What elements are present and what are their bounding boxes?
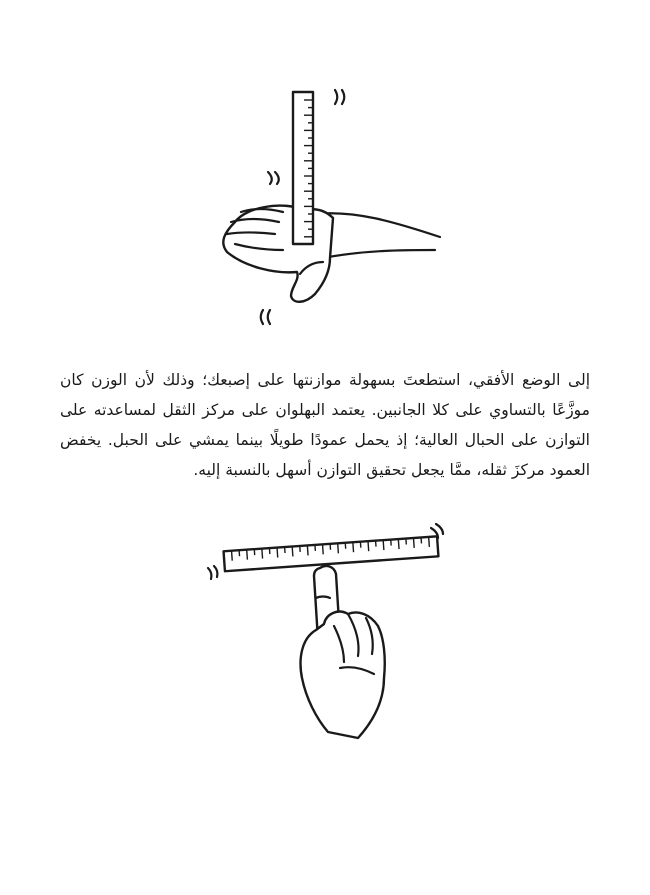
horizontal-ruler-tick: [307, 545, 308, 555]
horizontal-ruler-tick: [262, 549, 263, 559]
horizontal-ruler-tick: [383, 540, 384, 550]
body-paragraph: إلى الوضع الأفقي، استطعتَ بسهولة موازنتها على إصبعك؛ وذلك لأن الوزن كان موزَّعًا بالتساوي على كلا الجانبين. يعتمد البهلوان على مركز الثقل لمساعدته على التوازن على الحبال العالية؛ إذ يحمل عمودًا طويلًا بينما يمشي على الحبل. يخفض العمود مركزَ ثقله، ممَّا يجعل تحقيق التوازن أسهل بالنسبة إليه.: [60, 371, 590, 479]
wobble-mark-6: [268, 310, 270, 324]
horizontal-ruler-tick: [353, 542, 354, 552]
wobble-mark-3: [268, 172, 272, 184]
vertical-ruler-on-palm-illustration: [205, 82, 450, 332]
fist-shape: [301, 612, 385, 738]
horizontal-ruler-tick: [429, 537, 430, 547]
horizontal-ruler-tick: [413, 538, 414, 548]
horizontal-ruler-tick: [277, 548, 278, 558]
wobble-mark-5: [261, 310, 263, 324]
wobble-mark-1: [335, 90, 337, 104]
wobble-mark-10: [214, 566, 217, 577]
wobble-mark-2: [342, 90, 344, 104]
horizontal-ruler-tick: [338, 543, 339, 553]
finger-balancing-horizontal-ruler-icon: [198, 518, 453, 750]
horizontal-ruler-tick: [247, 550, 248, 560]
wrist-upper-line: [315, 213, 440, 237]
wrist-lower-line: [323, 250, 435, 258]
horizontal-ruler-tick: [232, 551, 233, 561]
wobble-mark-9: [208, 568, 211, 579]
horizontal-ruler-tick: [398, 539, 399, 549]
horizontal-ruler-tick: [368, 541, 369, 551]
horizontal-ruler-on-finger-illustration: [198, 518, 453, 750]
hand-holding-vertical-ruler-icon: [205, 82, 450, 332]
wobble-mark-4: [275, 172, 279, 184]
horizontal-ruler-tick: [323, 544, 324, 554]
horizontal-ruler-tick: [292, 546, 293, 556]
